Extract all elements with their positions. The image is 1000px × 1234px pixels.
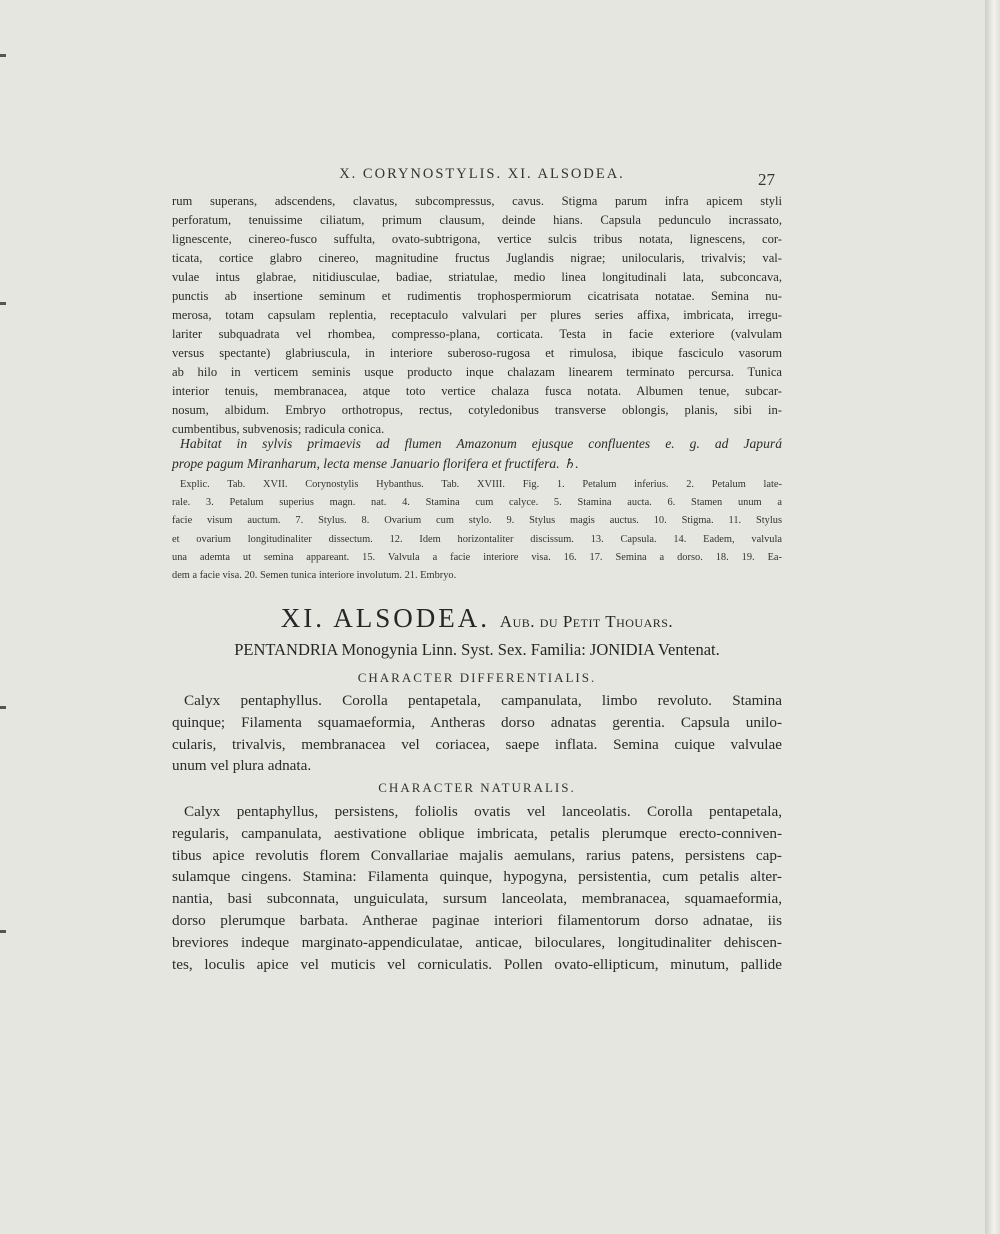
text-line: tes, loculis apice vel muticis vel corniculatis. Pollen ovato-ellipticum, minutum, pallide	[172, 955, 782, 973]
text-line: ab hilo in verticem seminis usque producto inque chalazam linearem terminato percursa. Tunica	[172, 365, 782, 379]
genus-author: Aub. du Petit Thouars.	[499, 612, 674, 631]
text-line: quinque; Filamenta squamaeformia, Antheras dorso adnatas gerentia. Capsula unilo-	[172, 713, 782, 731]
corynostylis-description	[172, 192, 782, 439]
text-line: una ademta ut semina appareant. 15. Valvula a facie interiore visa. 16. 17. Semina a dorso. 18. 19. Ea-	[172, 551, 782, 563]
text-line: breviores indeque marginato-appendiculatae, anticae, biloculares, longitudinaliter dehiscen-	[172, 933, 782, 951]
text-line: dem a facie visa. 20. Semen tunica interiore involutum. 21. Embryo.	[172, 570, 457, 582]
habitat-paragraph	[172, 434, 782, 474]
text-line: perforatum, tenuissime ciliatum, primum clausum, deinde hians. Capsula pedunculo incrassato,	[172, 213, 782, 227]
text-line: unum vel plura adnata.	[172, 757, 312, 775]
heading-differential: CHARACTER DIFFERENTIALIS.	[357, 670, 597, 685]
character-differentialis	[172, 690, 782, 777]
text-line: dorso plerumque barbata. Antherae paginae interiori filamentorum dorso adnatae, iis	[172, 911, 782, 929]
text-line: prope pagum Miranharum, lecta mense Januario florifera et fructifera. ♄.	[172, 456, 579, 471]
page-edge	[985, 0, 1000, 1234]
heading-natural: CHARACTER NATURALIS.	[378, 780, 576, 795]
text-line: Calyx pentaphyllus. Corolla pentapetala, campanulata, limbo revoluto. Stamina	[184, 692, 782, 709]
text-line: Habitat in sylvis primaevis ad flumen Amazonum ejusque confluentes e. g. ad Japurá	[180, 436, 782, 451]
text-line: cularis, trivalvis, membranacea vel coriacea, saepe inflata. Semina cuique valvulae	[172, 735, 782, 753]
text-line: vulae intus glabrae, nitidiusculae, badiae, striatulae, medio linea longitudinali lata, subconcava,	[172, 270, 782, 284]
text-line: Calyx pentaphyllus, persistens, foliolis ovatis vel lanceolatis. Corolla pentapetala,	[184, 803, 782, 820]
text-line: et ovarium longitudinaliter dissectum. 12. Idem horizontaliter discissum. 13. Capsula. 14. Eadem, valvula	[172, 533, 782, 545]
text-line: rale. 3. Petalum superius magn. nat. 4. Stamina cum calyce. 5. Stamina aucta. 6. Stamen unum a	[172, 497, 782, 509]
binding-mark	[0, 706, 6, 709]
binding-mark	[0, 54, 6, 57]
binding-mark	[0, 302, 6, 305]
text-line: lignescente, cinereo-fusco suffulta, ovato-subtrigona, vertice sulcis tribus notata, lignescens, cor-	[172, 232, 782, 246]
binding-mark	[0, 930, 6, 933]
text-line: interior tenuis, membranacea, atque toto vertice chalaza fusca notata. Albumen tenue, subcar-	[172, 384, 782, 398]
text-line: nantia, basi subconnata, unguiculata, sursum lanceolata, membranacea, squamaeformia,	[172, 890, 782, 908]
genus-name: XI. ALSODEA.	[280, 603, 491, 633]
text-line: lariter subquadrata vel rhombea, compresso-plana, corticata. Testa in facie exteriore (valvulam	[172, 327, 782, 341]
text-line: tibus apice revolutis florem Convallariae majalis aemulans, rarius patens, persistens cap-	[172, 846, 782, 864]
classification: PENTANDRIA Monogynia Linn. Syst. Sex. Familia: JONIDIA Ventenat.	[234, 640, 720, 659]
text-line: merosa, totam capsulam replentia, receptaculo valvulari per plures series affixa, imbricata, irregu-	[172, 308, 782, 322]
text-line: facie visum auctum. 7. Stylus. 8. Ovarium cum stylo. 9. Stylus magis auctus. 10. Stigma. 11. Stylus	[172, 515, 782, 527]
text-line: versus spectante) glabriuscula, in interiore suberoso-rugosa et rimulosa, ibique fasciculo vasorum	[172, 346, 782, 360]
text-line: sulamque cingens. Stamina: Filamenta quinque, hypogyna, persistentia, cum petalis alter-	[172, 868, 782, 886]
genus-title	[172, 603, 782, 634]
text-line: rum superans, adscendens, clavatus, subcompressus, cavus. Stigma parum infra apicem styli	[172, 194, 782, 208]
text-line: cumbentibus, subvenosis; radicula conica.	[172, 422, 385, 436]
text-line: ticata, cortice glabro cinereo, magnitudine fructus Juglandis nigrae; unilocularis, trivalvis; val-	[172, 251, 782, 265]
character-naturalis	[172, 801, 782, 975]
text-line: regularis, campanulata, aestivatione oblique imbricata, petalis plerumque erecto-conniven-	[172, 824, 782, 842]
plate-explanation	[172, 476, 782, 585]
text-line: Explic. Tab. XVII. Corynostylis Hybanthus. Tab. XVIII. Fig. 1. Petalum inferius. 2. Petalum late-	[180, 479, 782, 490]
text-line: nosum, albidum. Embryo orthotropus, rectus, cotyledonibus transverse oblongis, planis, sibi in-	[172, 403, 782, 417]
running-head: X. CORYNOSTYLIS. XI. ALSODEA.	[339, 166, 625, 182]
page-number: 27	[758, 170, 775, 189]
text-line: punctis ab insertione seminum et rudimentis trophospermiorum cicatrisata notatae. Semina nu-	[172, 289, 782, 303]
